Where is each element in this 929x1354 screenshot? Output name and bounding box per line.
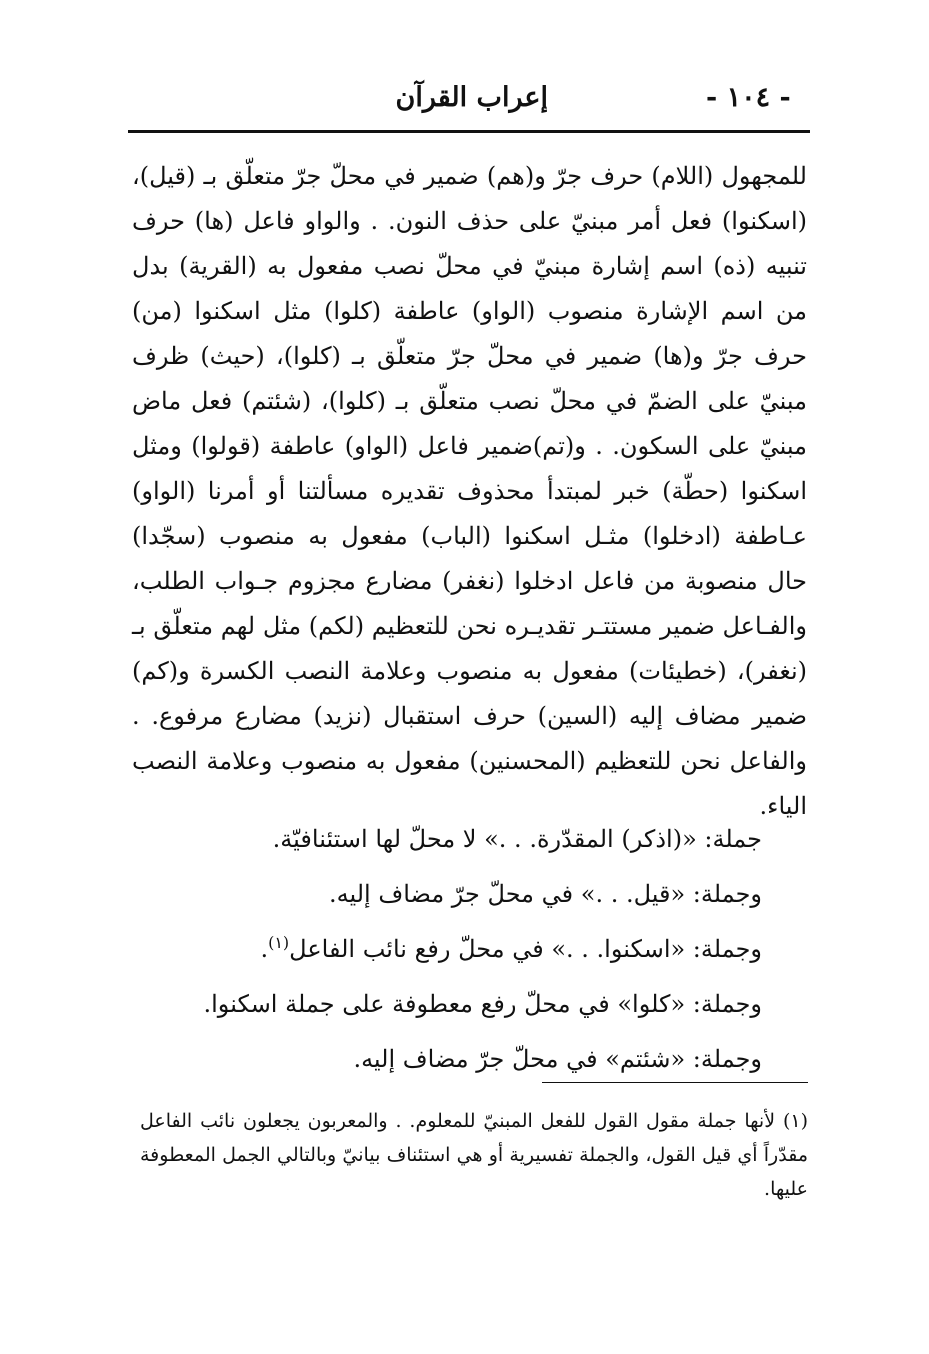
main-paragraph <box>132 154 807 829</box>
header-rule <box>128 130 810 133</box>
footnote-separator <box>542 1082 808 1083</box>
sentence-text: وجملة: «كلوا» في محلّ رفع معطوفة على جملة اسكنوا. <box>203 990 762 1018</box>
page-header <box>128 80 810 128</box>
sentence-item <box>200 977 762 1032</box>
sentence-item <box>200 922 762 977</box>
footnote: (١) لأنها جملة مقول القول للفعل المبنيّ للمعلوم. . والمعربون يجعلون نائب الفاعل مقدّراً أي قيل القول، والجملة تفسيرية أو هي استئناف بيانيّ وبالتالي الجمل المعطوفة عليها. <box>140 1110 808 1200</box>
sentence-text: جملة: «(اذكر) المقدّرة. . .» لا محلّ لها استئنافيّة. <box>272 825 762 853</box>
sentence-text: وجملة: «اسكنوا. . .» في محلّ رفع نائب الفاعل <box>289 935 762 963</box>
sentence-text: وجملة: «شئتم» في محلّ جرّ مضاف إليه. <box>353 1045 762 1073</box>
sentence-item <box>200 867 762 922</box>
sentence-text: وجملة: «قيل. . .» في محلّ جرّ مضاف إليه. <box>328 880 762 908</box>
page-number: - ١٠٤ - <box>706 82 791 113</box>
sentence-item <box>200 1032 762 1087</box>
running-head-title: إعراب القرآن <box>395 82 548 113</box>
paragraph-text: للمجهول (اللام) حرف جرّ و(هم) ضمير في محلّ جرّ متعلّق بـ (قيل)، (اسكنوا) فعل أمر مبنيّ على حذف النون. . والواو فاعل (ها) حرف تنبيه (ذه) اسم إشارة مبنيّ في محلّ نصب مفعول به (القرية) بدل من اسم الإشارة منصوب (الواو) عاطفة (كلوا) مثل اسكنوا (من) حرف جرّ و(ها) ضمير في محلّ جرّ متعلّق بـ (كلوا)، (حيث) ظرف مبنيّ على الضمّ في محلّ نصب متعلّق بـ (كلوا)، (شئتم) فعل ماض مبنيّ على السكون. . و(تم)ضمير فاعل (الواو) عاطفة (قولوا) ومثل اسكنوا (حطّة) خبر لمبتدأ محذوف تقديره مسألتنا أو أمرنا (الواو) عـاطفة (ادخلوا) مثـل اسكنوا (الباب) مفعول به منصوب (سجّدا) حال منصوبة من فاعل ادخلوا (نغفر) مضارع مجزوم جـواب الطلب، والفـاعل ضمير مستتـر تقديـره نحن للتعظيم (لكم) مثل لهم متعلّق بـ (نغفر)، (خطيئات) مفعول به منصوب وعلامة النصب الكسرة و(كم) ضمير مضاف إليه (السين) حرف استقبال (نزيد) مضارع مرفوع. . والفاعل نحن للتعظيم (المحسنين) مفعول به منصوب وعلامة النصب الياء. <box>132 162 807 820</box>
sentence-item <box>200 812 762 867</box>
sentence-list <box>200 812 762 1087</box>
sentence-end-punctuation: . <box>260 935 269 963</box>
footnote-reference: (١) <box>268 933 290 952</box>
